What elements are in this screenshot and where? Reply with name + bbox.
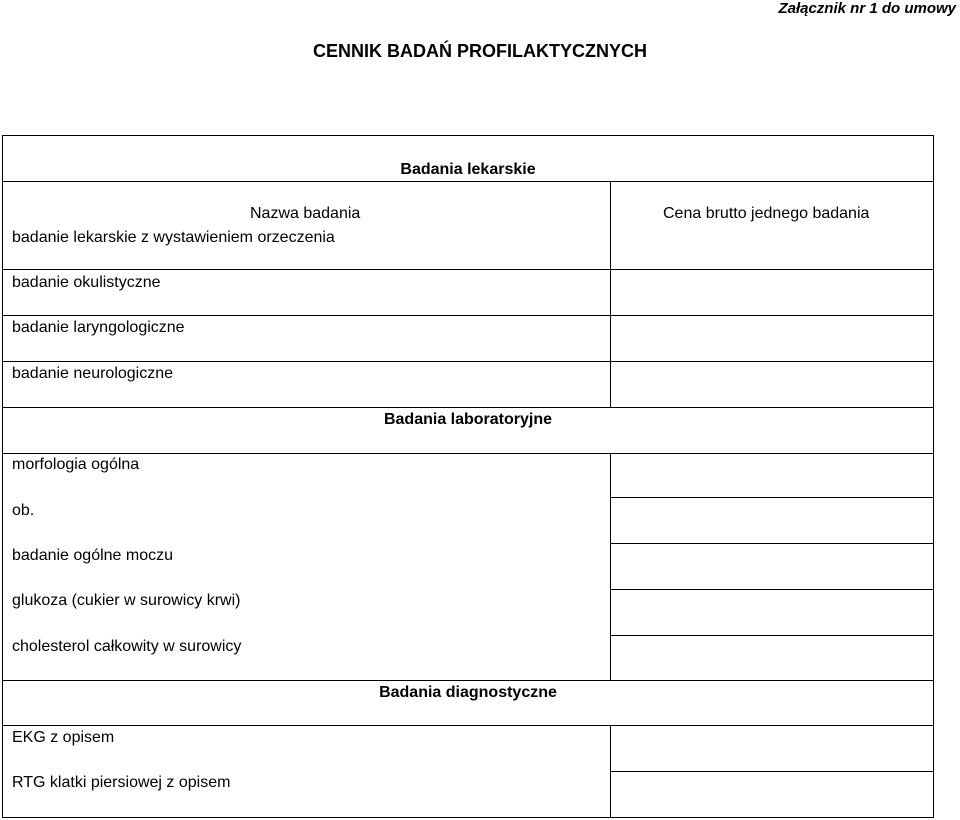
- section-heading-laboratory: Badania laboratoryjne: [383, 411, 553, 428]
- exam-name: glukoza (cukier w surowicy krwi): [12, 592, 241, 609]
- exam-name: RTG klatki piersiowej z opisem: [12, 774, 231, 791]
- table-rule: [2, 269, 934, 270]
- exam-name: EKG z opisem: [12, 729, 115, 746]
- table-rule: [2, 361, 934, 362]
- section-heading-medical: Badania lekarskie: [400, 161, 536, 178]
- column-divider: [610, 181, 611, 408]
- table-border-bottom: [2, 817, 934, 818]
- annex-label: Załącznik nr 1 do umowy: [778, 0, 956, 17]
- table-rule: [2, 407, 934, 408]
- exam-name: badanie ogólne moczu: [12, 547, 174, 564]
- table-rule: [610, 543, 934, 544]
- column-header-price: Cena brutto jednego badania: [663, 205, 870, 222]
- column-divider: [610, 725, 611, 818]
- table-rule: [610, 635, 934, 636]
- exam-name: ob.: [12, 502, 35, 519]
- table-rule: [2, 315, 934, 316]
- table-rule: [610, 589, 934, 590]
- column-header-name: Nazwa badania: [250, 205, 361, 222]
- table-rule: [2, 680, 934, 681]
- table-border-top: [2, 135, 934, 136]
- table-rule: [2, 181, 934, 182]
- column-divider: [610, 453, 611, 681]
- table-border-right: [933, 135, 934, 818]
- exam-name: cholesterol całkowity w surowicy: [12, 638, 242, 655]
- exam-name: badanie okulistyczne: [12, 274, 161, 291]
- exam-name: badanie neurologiczne: [12, 365, 174, 382]
- section-heading-diagnostic: Badania diagnostyczne: [379, 684, 557, 701]
- table-rule: [610, 771, 934, 772]
- table-rule: [2, 725, 934, 726]
- document-title: CENNIK BADAŃ PROFILAKTYCZNYCH: [313, 41, 647, 61]
- exam-name: badanie lekarskie z wystawieniem orzeczenia: [12, 229, 335, 246]
- exam-name: morfologia ogólna: [12, 456, 140, 473]
- table-rule: [2, 453, 934, 454]
- table-border-left: [2, 135, 3, 818]
- exam-name: badanie laryngologiczne: [12, 319, 185, 336]
- table-rule: [610, 497, 934, 498]
